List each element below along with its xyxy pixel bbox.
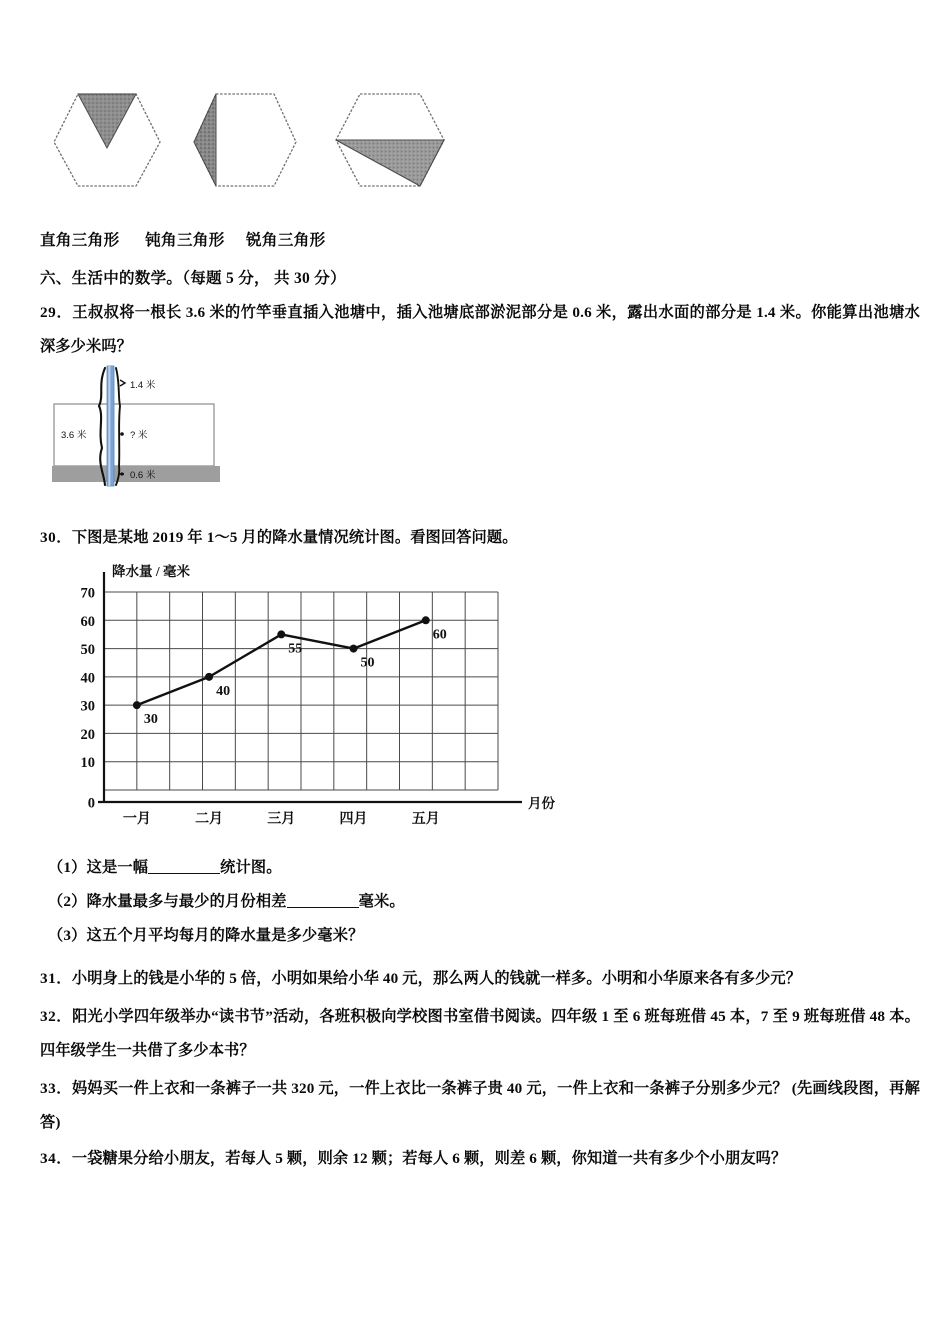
question-30 [40, 521, 920, 555]
sub-question-1 [48, 856, 282, 877]
y-tick-label: 30 [80, 698, 95, 715]
y-tick-label: 10 [80, 755, 95, 772]
data-point [350, 645, 358, 653]
question-29-text: 王叔叔将一根长 3.6 米的竹竿垂直插入池塘中，插入池塘底部淤泥部分是 0.6 米，露出水面的部分是 1.4 米。你能算出池塘水深多少米吗？ [40, 304, 921, 355]
sub-question-1-prefix: （1）这是一幅 [48, 859, 149, 876]
data-point [205, 673, 213, 681]
bamboo-pole [107, 366, 114, 486]
question-32-number: 32． [40, 1008, 73, 1025]
section-heading: 六、生活中的数学。（每题 5 分， 共 30 分） [40, 270, 346, 287]
question-29-number: 29． [40, 304, 73, 321]
question-32-text: 阳光小学四年级举办“读书节”活动，各班积极向学校图书室借书阅读。四年级 1 至 6 班每班借 45 本，7 至 9 班每班借 48 本。四年级学生一共借了多少本书？ [40, 1008, 921, 1059]
question-31 [40, 962, 920, 996]
rainfall-line-chart [58, 558, 555, 833]
sub-question-3-prefix: （3）这五个月平均每月的降水量是多少毫米？ [48, 927, 364, 944]
sub-question-3 [48, 924, 364, 945]
label-total-pole: 3.6 米 [61, 430, 87, 441]
question-33-number: 33． [40, 1080, 72, 1097]
data-point-label: 50 [360, 655, 375, 671]
pond-diagram [52, 362, 252, 492]
question-31-text: 小明身上的钱是小华的 5 倍，小明如果给小华 40 元，那么两人的钱就一样多。小明和小华原来各有多少元？ [71, 970, 802, 987]
y-tick-label: 40 [80, 670, 95, 687]
x-tick-label: 三月 [267, 812, 296, 827]
y-tick-label: 60 [80, 613, 95, 630]
hexagon-with-obtuse-triangle [188, 86, 308, 194]
question-30-text: 下图是某地 2019 年 1～5 月的降水量情况统计图。看图回答问题。 [71, 529, 518, 546]
question-32 [40, 1000, 920, 1068]
data-point-label: 30 [143, 712, 158, 728]
question-33 [40, 1072, 920, 1140]
x-axis-title: 月份 [528, 796, 555, 811]
label-above-water: 1.4 米 [130, 380, 156, 391]
question-31-number: 31． [40, 970, 72, 987]
answer-blank-2[interactable] [287, 892, 359, 908]
data-point-label: 60 [432, 627, 447, 643]
question-30-number: 30． [40, 529, 72, 546]
x-tick-label: 五月 [411, 812, 440, 827]
data-point-label: 40 [216, 683, 231, 699]
data-point [133, 701, 141, 709]
question-29 [40, 296, 920, 364]
sub-question-2-prefix: （2）降水量最多与最少的月份相差 [48, 893, 287, 910]
sub-question-1-suffix: 统计图。 [220, 859, 282, 876]
question-33-text: 妈妈买一件上衣和一条裤子一共 320 元，一件上衣比一条裤子贵 40 元，一件上衣和一条裤子分别多少元？ (先画线段图，再解答) [40, 1080, 920, 1131]
x-tick-label: 二月 [195, 812, 224, 827]
question-34 [40, 1142, 920, 1176]
data-point-label: 55 [288, 641, 303, 657]
y-axis-title: 降水量 / 毫米 [112, 564, 191, 579]
y-tick-label: 0 [87, 795, 95, 812]
x-tick-label: 一月 [122, 812, 151, 827]
x-tick-label: 四月 [339, 812, 368, 827]
answer-blank-1[interactable] [148, 858, 220, 874]
hexagon-figure-row [40, 86, 460, 194]
y-tick-label: 70 [80, 585, 95, 602]
hexagon-caption: 直角三角形 钝角三角形 锐角三角形 [40, 232, 326, 249]
sub-question-2 [48, 890, 405, 911]
question-34-text: 一袋糖果分给小朋友，若每人 5 颗，则余 12 颗；若每人 6 颗，则差 6 颗，你知道一共有多少个小朋友吗？ [71, 1150, 787, 1167]
data-point [422, 616, 430, 624]
sub-question-2-suffix: 毫米。 [358, 893, 405, 910]
hexagon-with-right-triangle [48, 86, 168, 194]
question-34-number: 34． [40, 1150, 72, 1167]
y-tick-label: 20 [80, 726, 95, 743]
label-unknown-depth: ? 米 [130, 430, 148, 441]
data-point [277, 630, 285, 638]
label-in-mud: 0.6 米 [130, 470, 156, 481]
y-tick-label: 50 [80, 642, 95, 659]
hexagon-with-acute-triangle [328, 86, 453, 194]
